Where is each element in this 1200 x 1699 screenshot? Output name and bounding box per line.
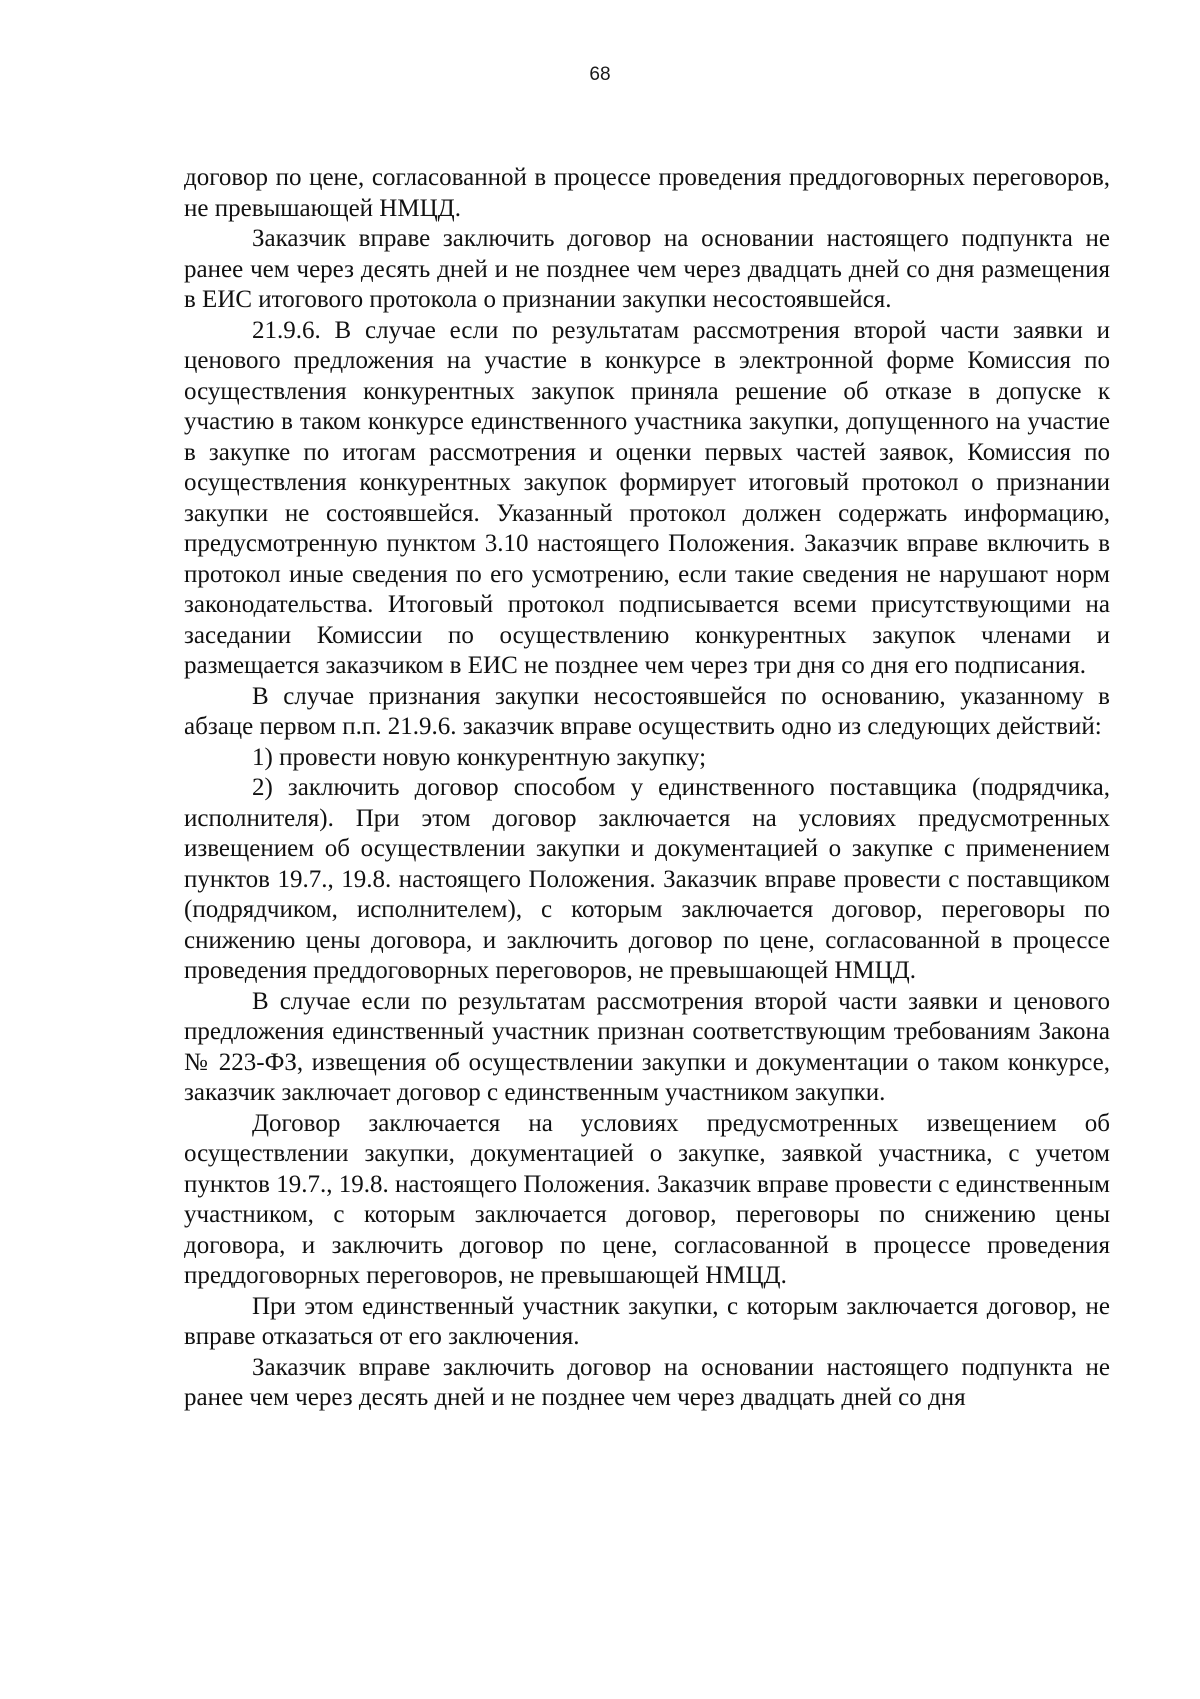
paragraph: В случае если по результатам рассмотрения второй части заявки и ценового предложения единственный участник признан соответствующим требованиям Закона № 223-ФЗ, извещения об осуществлении закупки и документации о таком конкурсе, заказчик заключает договор с единственным участником закупки. (184, 987, 1110, 1106)
paragraph: Заказчик вправе заключить договор на основании настоящего подпункта не ранее чем через десять дней и не позднее чем через двадцать дней со дня размещения в ЕИС итогового протокола о признании закупки несостоявшейся. (184, 225, 1110, 313)
list-item: 2) заключить договор способом у единственного поставщика (подрядчика, исполнителя). При этом договор заключается на условиях предусмотренных извещением об осуществлении закупки и документацией о закупке с применением пунктов 19.7., 19.8. настоящего Положения. Заказчик вправе провести с поставщиком (подрядчиком, исполнителем), с которым заключается договор, переговоры по снижению цены договора, и заключить договор по цене, согласованной в процессе проведения преддоговорных переговоров, не превышающей НМЦД. (184, 774, 1110, 984)
paragraph: В случае признания закупки несостоявшейся по основанию, указанному в абзаце первом п.п. 21.9.6. заказчик вправе осуществить одно из следующих действий: (184, 682, 1110, 740)
paragraph: При этом единственный участник закупки, с которым заключается договор, не вправе отказаться от его заключения. (184, 1292, 1110, 1350)
page-number: 68 (589, 64, 611, 85)
paragraph-truncated: Заказчик вправе заключить договор на основании настоящего подпункта не ранее чем через десять дней и не позднее чем через двадцать дней со дня (184, 1353, 1110, 1411)
paragraph: Договор заключается на условиях предусмотренных извещением об осуществлении закупки, документацией о закупке, заявкой участника, с учетом пунктов 19.7., 19.8. настоящего Положения. Заказчик вправе провести с единственным участником, с которым заключается договор, переговоры по снижению цены договора, и заключить договор по цене, согласованной в процессе проведения преддоговорных переговоров, не превышающей НМЦД. (184, 1109, 1110, 1289)
list-item: 1) провести новую конкурентную закупку; (252, 743, 707, 771)
document-body (184, 163, 1110, 1414)
paragraph-clause-21-9-6: 21.9.6. В случае если по результатам рассмотрения второй части заявки и ценового предложения на участие в конкурсе в электронной форме Комиссия по осуществления конкурентных закупок приняла решение об отказе в допуске к участию в таком конкурсе единственного участника закупки, допущенного на участие в закупке по итогам рассмотрения и оценки первых частей заявок, Комиссия по осуществления конкурентных закупок формирует итоговый протокол о признании закупки не состоявшейся. Указанный протокол должен содержать информацию, предусмотренную пунктом 3.10 настоящего Положения. Заказчик вправе включить в протокол иные сведения по его усмотрению, если такие сведения не нарушают норм законодательства. Итоговый протокол подписывается всеми присутствующими на заседании Комиссии по осуществлению конкурентных закупок членами и размещается заказчиком в ЕИС не позднее чем через три дня со дня его подписания. (184, 316, 1110, 679)
paragraph-continuation: договор по цене, согласованной в процессе проведения преддоговорных переговоров, не превышающей НМЦД. (184, 164, 1110, 222)
